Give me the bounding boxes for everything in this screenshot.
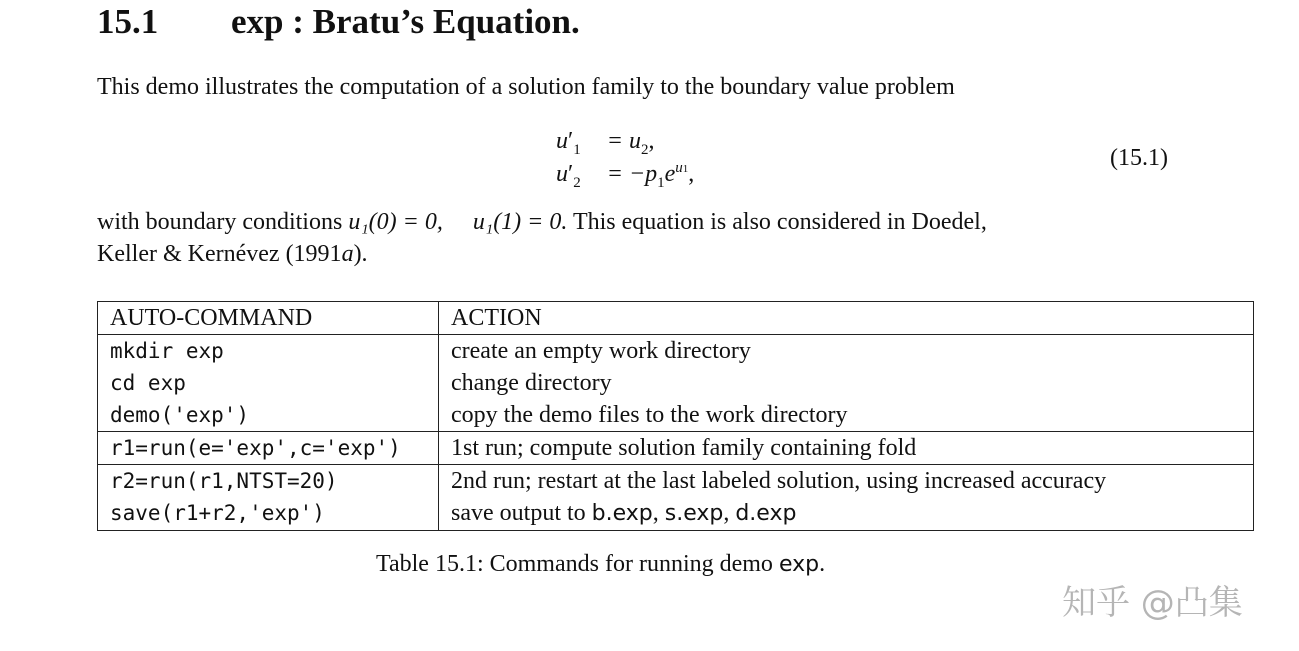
file-name: d.exp: [735, 501, 797, 526]
watermark: 知乎 @凸集: [1062, 583, 1243, 623]
section-number: 15.1: [97, 2, 159, 41]
equation-line-1: $u'_1 = u_2$,: [556, 128, 655, 158]
table-row: [98, 367, 1254, 399]
table-header-row: [98, 302, 1254, 335]
section-heading: [97, 2, 580, 42]
action-cell: create an empty work directory: [439, 335, 1254, 368]
header-action: ACTION: [439, 302, 1254, 335]
header-auto-command: AUTO-COMMAND: [98, 302, 439, 335]
table-row: [98, 465, 1254, 498]
table-row: [98, 399, 1254, 432]
intro-paragraph: This demo illustrates the computation of a solution family to the boundary value problem: [97, 74, 955, 100]
body-paragraph-line-1: with boundary conditions u₁(0) = 0, u₁(1) = 0. This equation is also considered in Doedel,: [97, 209, 987, 235]
table-row: [98, 335, 1254, 368]
body-paragraph-line-2: Keller & Kernévez (1991a).: [97, 241, 368, 267]
action-cell: 2nd run; restart at the last labeled solution, using increased accuracy: [439, 465, 1254, 498]
action-cell: save output to b.exp, s.exp, d.exp: [439, 497, 1254, 531]
table-row: [98, 432, 1254, 465]
command-cell: save(r1+r2,'exp'): [98, 497, 439, 531]
command-cell: mkdir exp: [98, 335, 439, 368]
equation-label: (15.1): [1110, 145, 1168, 171]
equation-line-2: $u'_2 = -p_1e^{u1}$,: [556, 160, 695, 191]
action-cell: copy the demo files to the work directory: [439, 399, 1254, 432]
file-name: s.exp: [664, 501, 724, 526]
command-cell: r1=run(e='exp',c='exp'): [98, 432, 439, 465]
command-cell: cd exp: [98, 367, 439, 399]
section-title: exp : Bratu’s Equation.: [231, 2, 580, 41]
table-row: [98, 497, 1254, 531]
table-caption: Table 15.1: Commands for running demo exp.: [376, 551, 826, 577]
file-name: b.exp: [591, 501, 653, 526]
action-cell: 1st run; compute solution family containing fold: [439, 432, 1254, 465]
command-cell: demo('exp'): [98, 399, 439, 432]
commands-table: [97, 301, 1254, 531]
command-cell: r2=run(r1,NTST=20): [98, 465, 439, 498]
action-cell: change directory: [439, 367, 1254, 399]
